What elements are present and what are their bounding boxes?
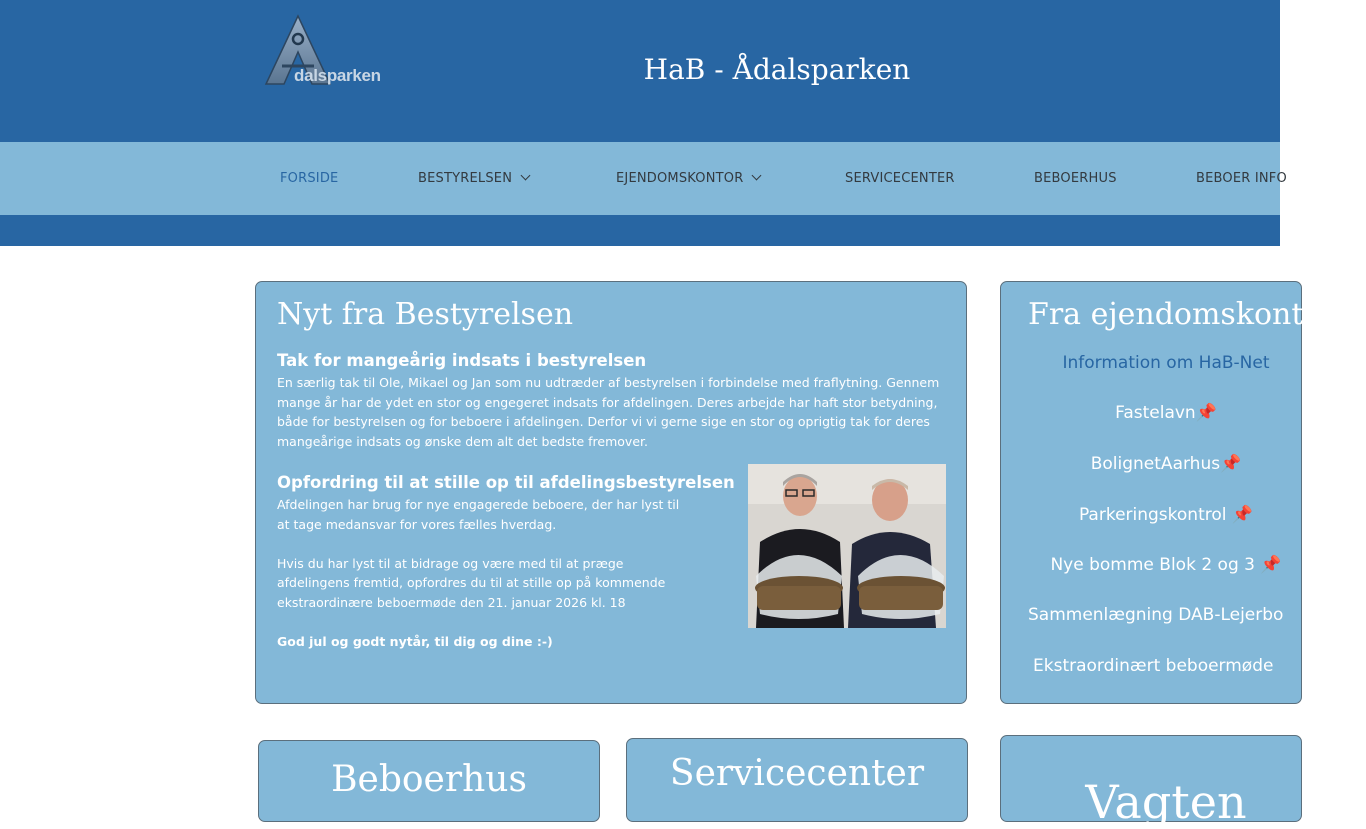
office-link-fastelavn[interactable] — [1001, 402, 1331, 424]
logo-text: dalsparken — [294, 66, 381, 85]
pushpin-icon: 📌 — [1260, 555, 1282, 575]
nav-label: BEBOERHUS — [1034, 171, 1117, 186]
pushpin-icon: 📌 — [1220, 454, 1242, 474]
pushpin-icon: 📌 — [1231, 505, 1254, 525]
closing-text: God jul og godt nytår, til dig og dine :-) — [277, 634, 553, 650]
site-logo[interactable] — [262, 14, 388, 90]
nav-item-beboerhus[interactable] — [1034, 171, 1117, 187]
chevron-down-icon — [752, 171, 762, 181]
link-label: BolignetAarhus — [1090, 454, 1221, 474]
article-heading: Opfordring til at stille op til afdelingsbestyrelsen — [277, 473, 735, 492]
news-panel — [255, 281, 967, 704]
header-band — [0, 215, 1280, 246]
office-link-nye-bomme[interactable] — [1001, 554, 1331, 576]
office-link-hab-net[interactable] — [1001, 352, 1331, 374]
text-line: både for bestyrelsen og for beboere i afdelingen. Derfor vi vi gerne sige en stor og oprigtig tak for deres — [277, 414, 930, 430]
main-nav — [0, 142, 1287, 215]
nav-label: SERVICECENTER — [845, 171, 955, 186]
link-label: Sammenlægning DAB-Lejerbo — [1028, 605, 1284, 625]
office-link-beboermoede[interactable] — [1033, 655, 1363, 677]
nav-item-ejendomskontor[interactable] — [616, 171, 760, 187]
beboerhus-panel — [258, 740, 600, 822]
office-link-bolignet[interactable] — [1001, 453, 1331, 475]
nav-item-servicecenter[interactable] — [845, 171, 955, 187]
text-line: mange år har de ydet en stor og engegeret indsats for afdelingen. Deres arbejde har haft stor betydning, — [277, 394, 938, 410]
site-header — [0, 0, 1280, 142]
link-label: Parkeringskontrol — [1078, 505, 1232, 525]
office-link-sammenlaegning[interactable] — [1028, 604, 1358, 626]
office-title: Fra ejendomskontoret — [1028, 297, 1366, 332]
chevron-down-icon — [521, 171, 531, 181]
article-body — [277, 495, 737, 652]
vagten-title: Vagten — [1085, 775, 1247, 829]
text-line: afdelingens fremtid, opfordres du til at stille op på kommende — [277, 575, 666, 591]
nav-label: BEBOER INFO — [1196, 171, 1287, 186]
servicecenter-title: Servicecenter — [669, 753, 925, 794]
text-line: En særlig tak til Ole, Mikael og Jan som nu udtræder af bestyrelsen i forbindelse med fraflytning. Gennem — [277, 375, 940, 390]
nav-label: FORSIDE — [280, 171, 339, 186]
nav-item-forside[interactable] — [280, 171, 338, 187]
article-heading: Tak for mangeårig indsats i bestyrelsen — [277, 351, 647, 370]
link-label: Fastelavn — [1115, 403, 1196, 423]
board-members-photo — [748, 464, 946, 628]
link-label: Ekstraordinært beboermøde — [1033, 656, 1274, 676]
nav-label: EJENDOMSKONTOR — [616, 171, 744, 186]
news-title: Nyt fra Bestyrelsen — [277, 297, 574, 332]
text-line: at tage medansvar for vores fælles hverdag. — [277, 516, 557, 532]
link-label: Information om HaB-Net — [1062, 353, 1270, 373]
office-link-parkeringskontrol[interactable] — [1001, 504, 1331, 526]
text-line: Hvis du har lyst til at bidrage og være med til at præge — [277, 555, 624, 571]
servicecenter-panel — [626, 738, 968, 822]
office-panel — [1000, 281, 1366, 704]
site-title: HaB - Ådalsparken — [643, 53, 911, 86]
text-line: Afdelingen har brug for nye engagerede beboere, der har lyst til — [277, 497, 680, 512]
link-label: Nye bomme Blok 2 og 3 — [1050, 555, 1261, 575]
nav-item-bestyrelsen[interactable] — [418, 171, 529, 187]
nav-item-beboer-info[interactable] — [1196, 171, 1287, 187]
nav-label: BESTYRELSEN — [418, 171, 513, 186]
article-body — [277, 373, 957, 451]
beboerhus-title: Beboerhus — [331, 759, 527, 800]
vagten-panel — [1000, 735, 1302, 829]
text-line: mangeårige indsats og ønske dem alt det bedste fremover. — [277, 433, 648, 449]
pushpin-icon: 📌 — [1195, 403, 1217, 423]
text-line: ekstraordinære beboermøde den 21. januar 2026 kl. 18 — [277, 594, 626, 610]
